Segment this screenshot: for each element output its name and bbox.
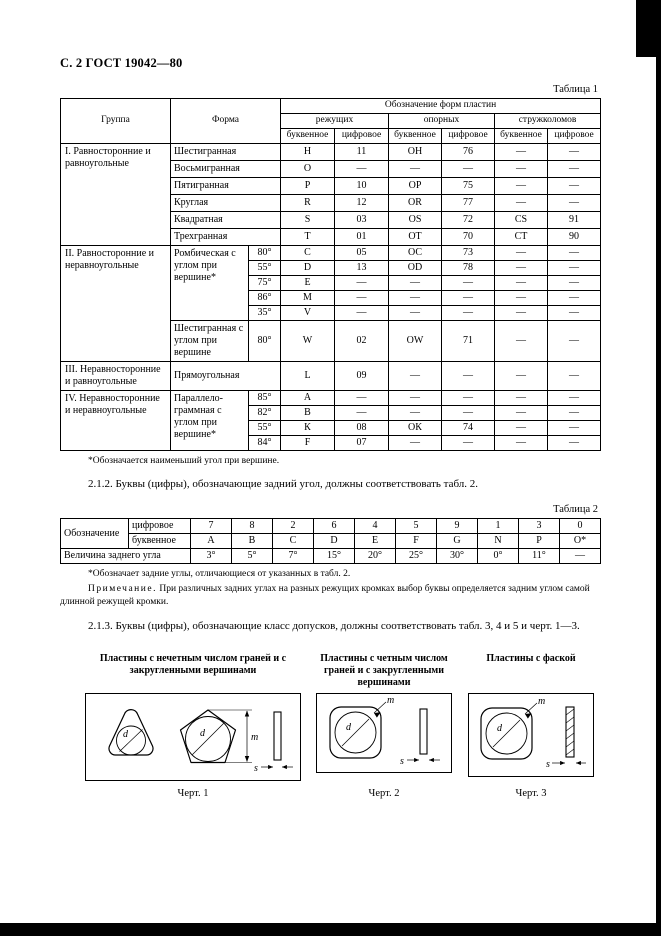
value-cell: CS [495, 212, 548, 229]
header-cell-letter: буквенное [495, 129, 548, 144]
note-paragraph [60, 583, 600, 608]
value-cell: — [442, 406, 495, 421]
letter-cell: С [273, 534, 314, 549]
value-cell: OW [389, 321, 442, 362]
header-cell-designation: Обозначение форм пластин [281, 99, 601, 114]
dim-label-s: s [400, 756, 404, 768]
value-cell: — [495, 161, 548, 178]
value-cell: ОР [389, 178, 442, 195]
digit-cell: 2 [273, 519, 314, 534]
value-cell: R [281, 195, 335, 212]
letter-cell: N [478, 534, 519, 549]
header-cell-digit: цифровое [442, 129, 495, 144]
table2 [60, 518, 601, 564]
table-row [61, 519, 601, 534]
angle-cell: 86° [249, 291, 281, 306]
value-cell: — [442, 276, 495, 291]
pentagon-diameter-line [192, 723, 224, 755]
value-cell: — [495, 321, 548, 362]
value-cell: 13 [335, 261, 389, 276]
table1 [60, 98, 601, 451]
value-cell: — [442, 161, 495, 178]
dim-label-d: d [123, 729, 128, 741]
value-cell: — [548, 362, 601, 391]
value-cell: — [495, 276, 548, 291]
header-cell-form: Форма [171, 99, 281, 144]
value-cell: — [442, 306, 495, 321]
letter-cell: Е [355, 534, 396, 549]
value-cell: ОН [389, 144, 442, 161]
m-arrow-top [245, 711, 249, 717]
angle-label-cell: Величина заднего угла [61, 549, 191, 564]
value-cell: — [495, 261, 548, 276]
value-cell: — [548, 436, 601, 451]
value-cell: Н [281, 144, 335, 161]
page-content [60, 56, 600, 799]
figure2-title: Пластины с четным числом граней и с закругленными вершинами [320, 653, 448, 688]
triangle-plate-shape [109, 710, 153, 755]
table-row [61, 362, 601, 391]
value-cell: OD [389, 261, 442, 276]
value-cell: — [389, 291, 442, 306]
letter-cell: А [191, 534, 232, 549]
digit-cell: 7 [191, 519, 232, 534]
value-cell: М [281, 291, 335, 306]
table2-caption: Таблица 2 [553, 504, 598, 516]
value-cell: ОС [389, 246, 442, 261]
digit-cell: 1 [478, 519, 519, 534]
dim-label-m: m [387, 695, 395, 707]
value-cell: — [548, 178, 601, 195]
value-cell: 73 [442, 246, 495, 261]
angle-value-cell: 20° [355, 549, 396, 564]
value-cell: 09 [335, 362, 389, 391]
header-cell-group: Группа [61, 99, 171, 144]
value-cell: В [281, 406, 335, 421]
table-row [61, 246, 601, 261]
value-cell: Е [281, 276, 335, 291]
dim-label-s: s [546, 759, 550, 771]
angle-cell: 85° [249, 391, 281, 406]
value-cell: — [495, 291, 548, 306]
value-cell: — [495, 436, 548, 451]
chamfer-hatch [566, 725, 574, 731]
digit-label-cell: цифровое [129, 519, 191, 534]
paragraph-2-1-3: 2.1.3. Буквы (цифры), обозначающие класс допусков, должны соответствовать табл. 3, 4 и 5 и черт. 1—3. [88, 619, 580, 632]
designation-label-cell: Обозначение [61, 519, 129, 549]
paragraph-2-1-2: 2.1.2. Буквы (цифры), обозначающие задний угол, должны соответствовать табл. 2. [88, 478, 479, 490]
value-cell: — [548, 144, 601, 161]
table-row [61, 549, 601, 564]
value-cell: Т [281, 229, 335, 246]
table2-footnote: *Обозначает задние углы, отличающиеся от указанных в табл. 2. [88, 569, 351, 580]
value-cell: — [389, 362, 442, 391]
side-view-plate [274, 712, 281, 760]
angle-cell: 84° [249, 436, 281, 451]
figure2-caption: Черт. 2 [368, 788, 400, 800]
value-cell: — [548, 421, 601, 436]
header-cell-letter: буквенное [281, 129, 335, 144]
value-cell: — [495, 306, 548, 321]
digit-cell: 6 [314, 519, 355, 534]
table1-footnote: *Обозначается наименьший угол при вершине. [88, 456, 280, 466]
header-cell-chipbreak: стружколомов [495, 114, 601, 129]
m-leader-arrow [374, 712, 381, 717]
angle-value-cell: 7° [273, 549, 314, 564]
digit-cell: 4 [355, 519, 396, 534]
value-cell: — [389, 276, 442, 291]
value-cell: — [548, 321, 601, 362]
letter-cell: D [314, 534, 355, 549]
value-cell: — [495, 144, 548, 161]
angle-cell: 75° [249, 276, 281, 291]
value-cell: L [281, 362, 335, 391]
digit-cell: 0 [560, 519, 601, 534]
value-cell: V [281, 306, 335, 321]
form-cell: Квадратная [171, 212, 281, 229]
angle-value-cell: 15° [314, 549, 355, 564]
value-cell: ОК [389, 421, 442, 436]
table-row [61, 144, 601, 161]
dim-label-d: d [497, 723, 502, 735]
value-cell: — [495, 362, 548, 391]
value-cell: 12 [335, 195, 389, 212]
pentagon-plate-shape [181, 710, 236, 763]
value-cell: — [548, 276, 601, 291]
header-cell-cutting: режущих [281, 114, 389, 129]
angle-value-cell: 3° [191, 549, 232, 564]
form-cell: Трехгранная [171, 229, 281, 246]
value-cell: — [548, 291, 601, 306]
value-cell: — [442, 362, 495, 391]
value-cell: OS [389, 212, 442, 229]
value-cell: — [389, 406, 442, 421]
value-cell: 70 [442, 229, 495, 246]
table1-caption: Таблица 1 [553, 84, 598, 95]
form-cell: Шестигранная [171, 144, 281, 161]
figure3-caption: Черт. 3 [515, 788, 547, 800]
value-cell: К [281, 421, 335, 436]
header-cell-letter: буквенное [389, 129, 442, 144]
angle-value-cell: 30° [437, 549, 478, 564]
angle-value-cell: 0° [478, 549, 519, 564]
value-cell: — [495, 421, 548, 436]
table-row [61, 391, 601, 406]
value-cell: 07 [335, 436, 389, 451]
scan-artifact-bottom-edge [0, 923, 661, 936]
header-cell-support: опорных [389, 114, 495, 129]
digit-cell: 5 [396, 519, 437, 534]
figure-2 [309, 653, 459, 799]
dim-label-s: s [254, 763, 258, 775]
value-cell: — [335, 306, 389, 321]
dim-label-d: d [346, 722, 351, 734]
value-cell: 72 [442, 212, 495, 229]
figure3-title: Пластины с фаской [486, 653, 576, 665]
group-cell: II. Равносторонние и неравноугольные [61, 246, 171, 362]
value-cell: F [281, 436, 335, 451]
value-cell: 01 [335, 229, 389, 246]
note-label: Примечание. [88, 584, 157, 595]
page-header: С. 2 ГОСТ 19042—80 [60, 56, 183, 70]
figures-row [85, 653, 595, 799]
value-cell: — [495, 195, 548, 212]
letter-cell: О* [560, 534, 601, 549]
value-cell: 76 [442, 144, 495, 161]
figure3-drawing [469, 694, 593, 776]
value-cell: — [335, 406, 389, 421]
angle-cell: 82° [249, 406, 281, 421]
chamfer-hatch [566, 741, 574, 747]
figure1-title: Пластины с нечетным числом граней и с закругленными вершинами [99, 653, 287, 677]
value-cell: ОТ [389, 229, 442, 246]
letter-cell: F [396, 534, 437, 549]
dim-label-m: m [538, 696, 546, 708]
chamfer-hatch [566, 717, 574, 723]
value-cell: Р [281, 178, 335, 195]
value-cell: — [389, 161, 442, 178]
value-cell: D [281, 261, 335, 276]
figure1-drawing [86, 694, 300, 780]
header-cell-digit: цифровое [548, 129, 601, 144]
figure1-caption: Черт. 1 [177, 788, 209, 800]
value-cell: — [442, 436, 495, 451]
header-cell-digit: цифровое [335, 129, 389, 144]
angle-value-cell: 25° [396, 549, 437, 564]
value-cell: — [495, 178, 548, 195]
letter-label-cell: буквенное [129, 534, 191, 549]
figure-3 [467, 653, 595, 799]
figure2-box [316, 693, 452, 773]
form-cell: Пятигранная [171, 178, 281, 195]
dim-label-m: m [251, 732, 259, 744]
side-view-plate-chamfer [566, 707, 574, 757]
value-cell: — [389, 391, 442, 406]
value-cell: — [548, 195, 601, 212]
value-cell: 74 [442, 421, 495, 436]
value-cell: 90 [548, 229, 601, 246]
value-cell: — [495, 391, 548, 406]
value-cell: — [335, 291, 389, 306]
value-cell: 77 [442, 195, 495, 212]
angle-value-cell: 5° [232, 549, 273, 564]
value-cell: — [335, 161, 389, 178]
value-cell: W [281, 321, 335, 362]
digit-cell: 3 [519, 519, 560, 534]
value-cell: 78 [442, 261, 495, 276]
angle-cell: 80° [249, 321, 281, 362]
value-cell: 05 [335, 246, 389, 261]
angle-cell: 55° [249, 261, 281, 276]
table-row [61, 99, 601, 114]
figure1-box [85, 693, 301, 781]
group-cell: IV. Неравносторонние и неравноугольные [61, 391, 171, 451]
letter-cell: G [437, 534, 478, 549]
chamfer-hatch [566, 749, 574, 755]
form-cell: Восьмигранная [171, 161, 281, 178]
value-cell: 75 [442, 178, 495, 195]
figure-1 [85, 653, 301, 799]
value-cell: — [548, 306, 601, 321]
form-cell: Шестигранная с углом при вершине [171, 321, 249, 362]
chamfer-hatch [566, 733, 574, 739]
angle-cell: 80° [249, 246, 281, 261]
letter-cell: Р [519, 534, 560, 549]
value-cell: 03 [335, 212, 389, 229]
value-cell: 91 [548, 212, 601, 229]
figure3-box [468, 693, 594, 777]
angle-value-cell: — [560, 549, 601, 564]
value-cell: 08 [335, 421, 389, 436]
value-cell: — [495, 246, 548, 261]
value-cell: 71 [442, 321, 495, 362]
value-cell: О [281, 161, 335, 178]
angle-value-cell: 11° [519, 549, 560, 564]
value-cell: OR [389, 195, 442, 212]
digit-cell: 9 [437, 519, 478, 534]
group-cell: I. Равносторонние и равноугольные [61, 144, 171, 246]
angle-cell: 35° [249, 306, 281, 321]
value-cell: — [335, 276, 389, 291]
form-cell: Параллелограммная с углом при вершине* [171, 391, 249, 451]
value-cell: С [281, 246, 335, 261]
value-cell: — [548, 261, 601, 276]
angle-cell: 55° [249, 421, 281, 436]
digit-cell: 8 [232, 519, 273, 534]
value-cell: — [548, 161, 601, 178]
form-cell: Ромбическая с углом при вершине* [171, 246, 249, 321]
side-view-plate [420, 709, 427, 754]
value-cell: — [442, 391, 495, 406]
scan-artifact-right-edge [656, 0, 661, 936]
m-leader-line [374, 702, 386, 713]
table-row [61, 534, 601, 549]
value-cell: 02 [335, 321, 389, 362]
value-cell: S [281, 212, 335, 229]
letter-cell: В [232, 534, 273, 549]
m-leader-line [525, 703, 537, 714]
value-cell: А [281, 391, 335, 406]
m-leader-arrow [525, 713, 532, 718]
group-cell: III. Неравносторонние и равноугольные [61, 362, 171, 391]
form-cell: Прямоугольная [171, 362, 281, 391]
form-cell: Круглая [171, 195, 281, 212]
note-text: При различных задних углах на разных режущих кромках выбор буквы определяется задним углом самой длинной режущей кромки. [60, 584, 590, 607]
chamfer-hatch [566, 709, 574, 715]
value-cell: СТ [495, 229, 548, 246]
figure2-drawing [317, 694, 451, 772]
value-cell: — [548, 391, 601, 406]
value-cell: — [335, 391, 389, 406]
value-cell: 11 [335, 144, 389, 161]
value-cell: — [389, 436, 442, 451]
dim-label-d: d [200, 728, 205, 740]
value-cell: 10 [335, 178, 389, 195]
value-cell: — [548, 406, 601, 421]
value-cell: — [548, 246, 601, 261]
m-arrow-bottom [245, 756, 249, 762]
value-cell: — [389, 306, 442, 321]
value-cell: — [442, 291, 495, 306]
value-cell: — [495, 406, 548, 421]
